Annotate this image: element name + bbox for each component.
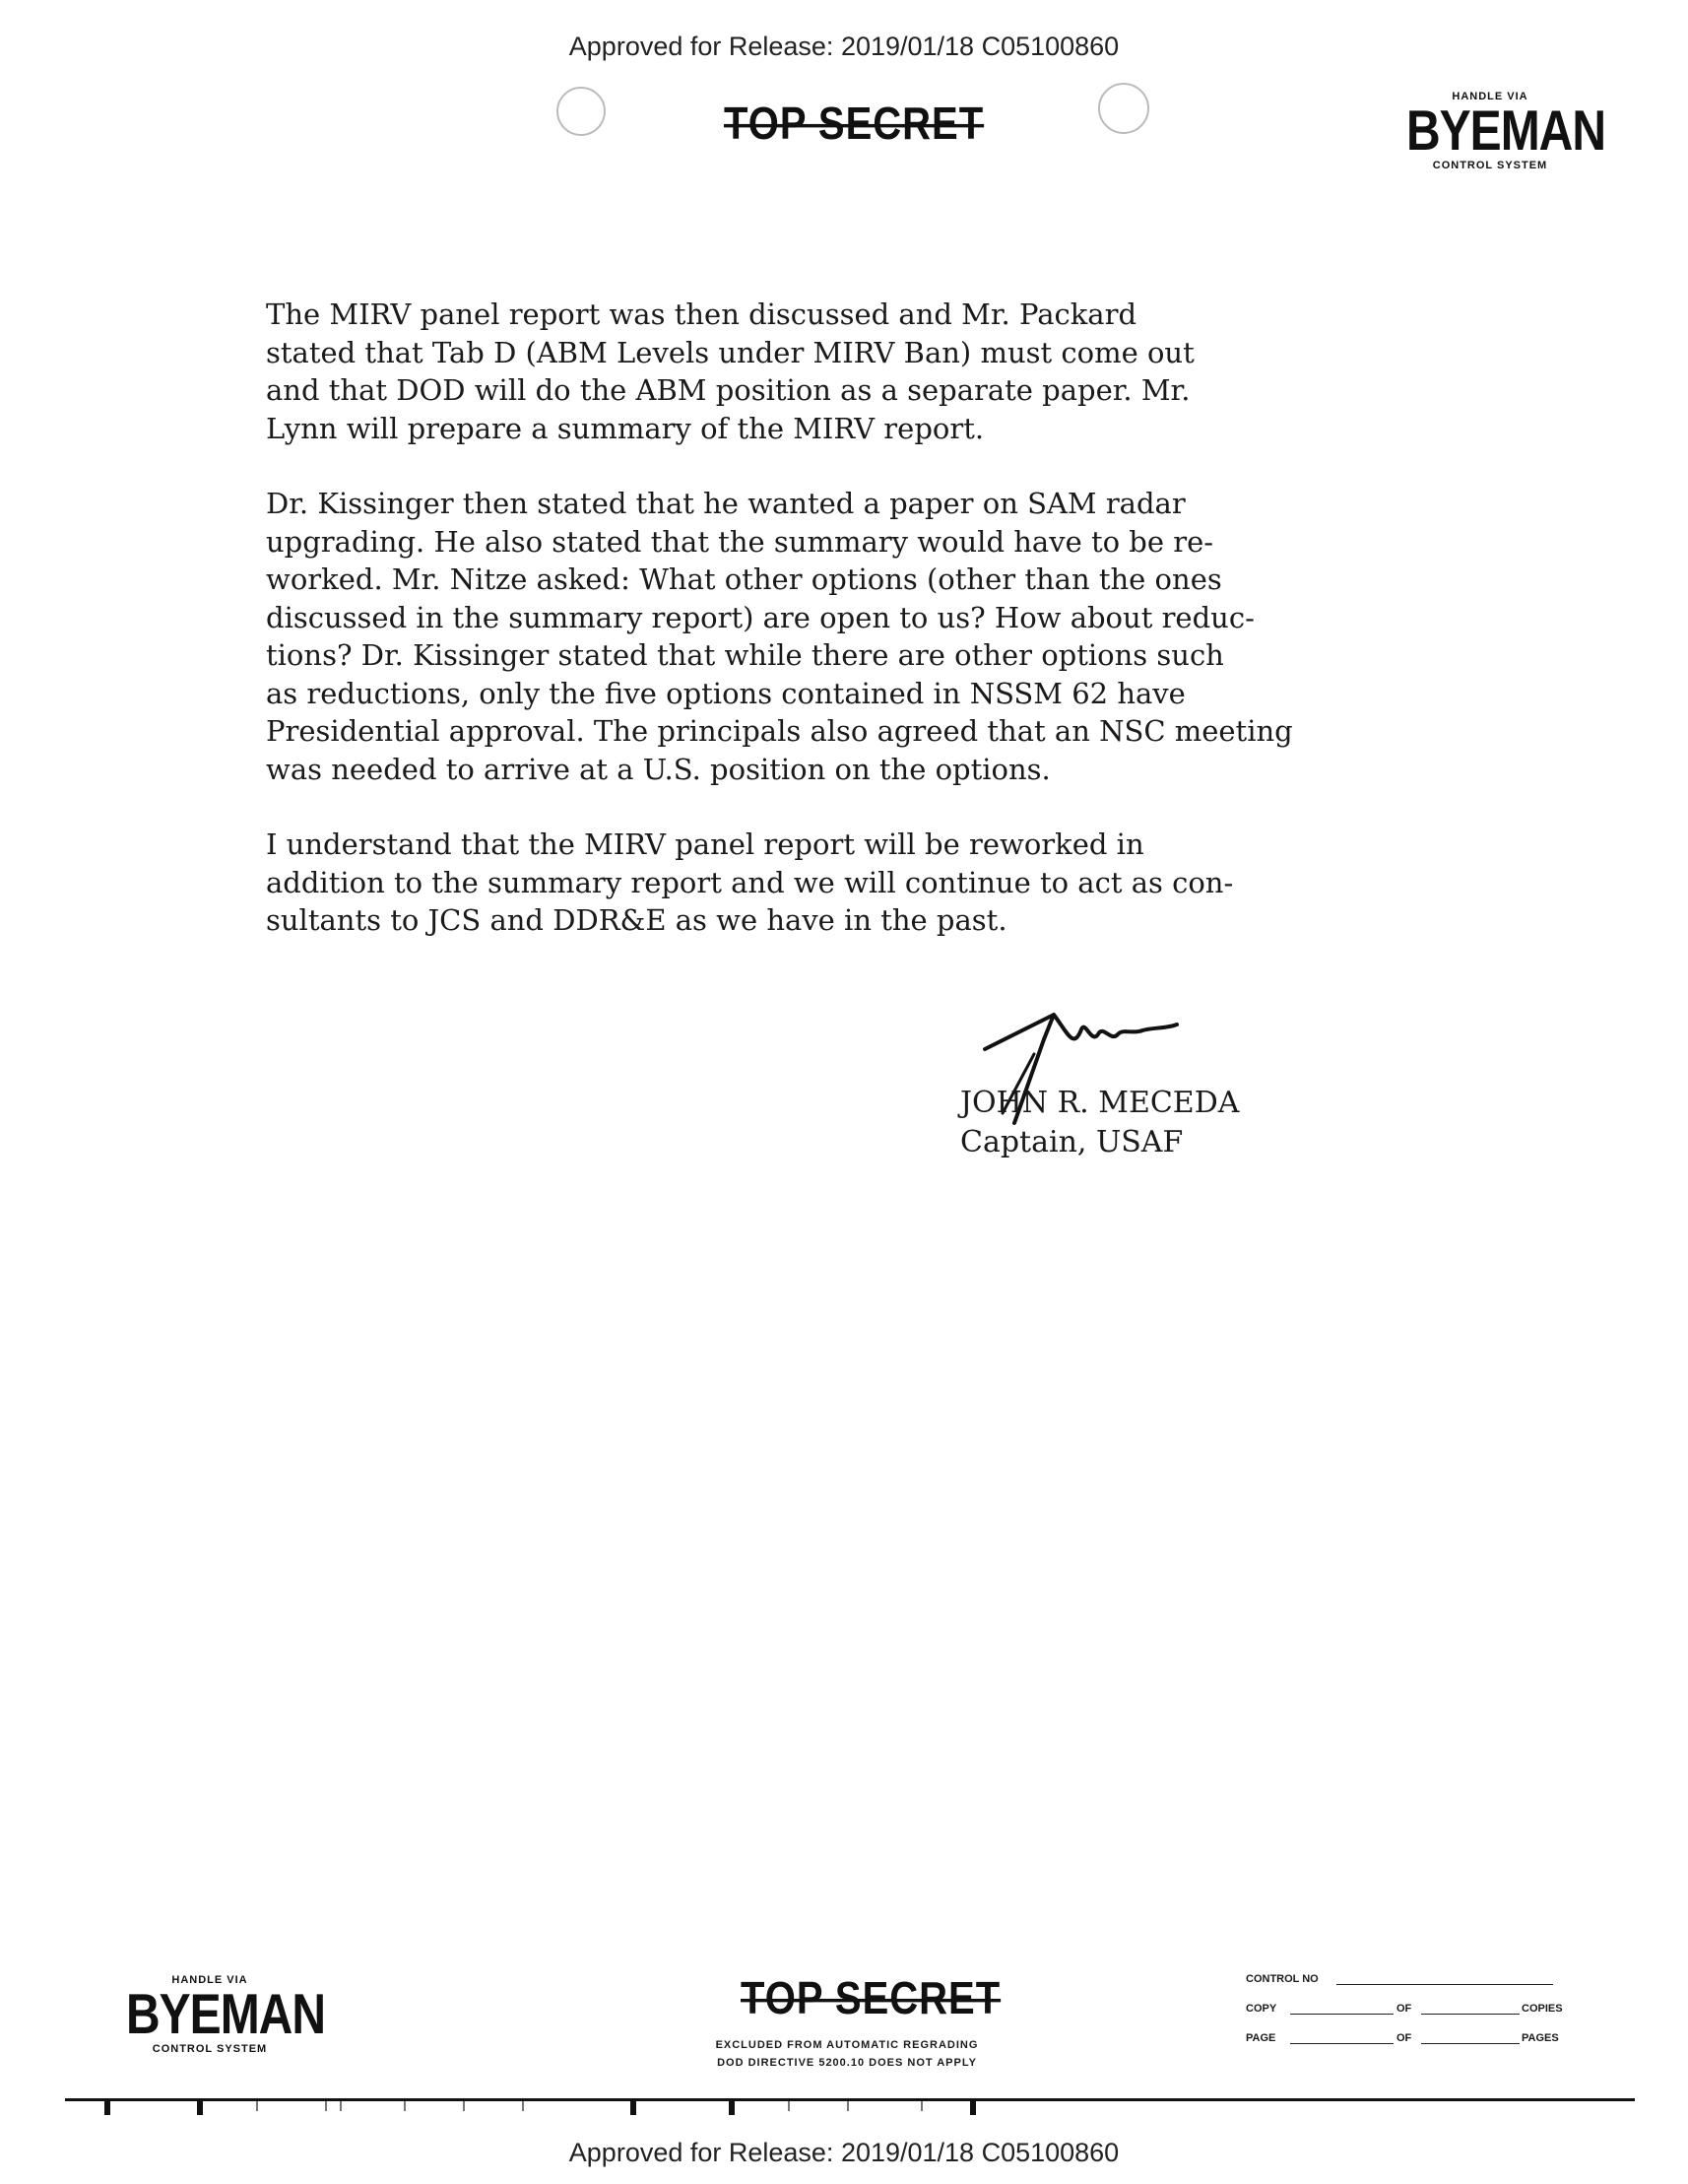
rule-tick: [404, 2101, 406, 2111]
control-system-label: CONTROL SYSTEM: [1432, 160, 1548, 171]
page-label: PAGE: [1246, 2032, 1276, 2044]
rule-tick: [847, 2101, 849, 2111]
copies-label: COPIES: [1522, 2003, 1563, 2015]
rule-tick: [788, 2101, 790, 2111]
rule-tick: [729, 2101, 735, 2115]
page-of-label: OF: [1396, 2032, 1412, 2044]
byeman-marking-bottom: [126, 1974, 326, 2055]
rule-tick: [630, 2101, 636, 2115]
byeman-label: BYEMAN: [126, 1983, 326, 2047]
rule-tick: [197, 2101, 203, 2115]
control-no-line: [1336, 1984, 1553, 1985]
punch-hole-right: [1098, 83, 1149, 134]
handle-via-label: HANDLE VIA: [1452, 91, 1528, 102]
copies-line: [1421, 2014, 1520, 2015]
rule-tick: [104, 2101, 110, 2115]
byeman-label: BYEMAN: [1406, 99, 1606, 164]
copy-line: [1290, 2014, 1394, 2015]
rule-tick: [340, 2101, 342, 2111]
rule-tick: [970, 2101, 976, 2115]
release-stamp-bottom: Approved for Release: 2019/01/18 C05100860: [568, 2138, 1120, 2167]
classification-bottom: TOP SECRET: [741, 1973, 1002, 2024]
copy-of-label: OF: [1396, 2003, 1412, 2015]
body-paragraph-1: The MIRV panel report was then discussed and Mr. Packard stated that Tab D (ABM Levels under MIRV Ban) must come out and that DOD will do the ABM position as a separate paper. Mr. Lynn will prepare a summary of the MIRV report.: [266, 298, 1195, 445]
signer-title: Captain, USAF: [960, 1125, 1184, 1159]
handle-via-label: HANDLE VIA: [171, 1974, 248, 1986]
bottom-rule: [65, 2098, 1635, 2101]
exclusion-line-1: EXCLUDED FROM AUTOMATIC REGRADING: [715, 2039, 979, 2051]
release-stamp-top: Approved for Release: 2019/01/18 C05100860: [568, 32, 1120, 61]
regrading-exclusion: [650, 2036, 1044, 2072]
memo-body: [266, 296, 1477, 977]
punch-hole-left: [556, 87, 606, 136]
control-block: [1246, 1973, 1561, 2062]
exclusion-line-2: DOD DIRECTIVE 5200.10 DOES NOT APPLY: [717, 2057, 977, 2069]
pages-label: PAGES: [1522, 2032, 1559, 2044]
control-system-label: CONTROL SYSTEM: [152, 2043, 268, 2055]
control-no-label: CONTROL NO: [1246, 1973, 1319, 1985]
page-line: [1290, 2043, 1394, 2044]
rule-tick: [325, 2101, 327, 2111]
rule-tick: [522, 2101, 524, 2111]
signer-name: JOHN R. MECEDA: [960, 1086, 1240, 1120]
body-paragraph-2: Dr. Kissinger then stated that he wanted a paper on SAM radar upgrading. He also stated that the summary would have to be re- worked. Mr. Nitze asked: What other options (other than the ones discussed in the summary report) are open to us? How about reduc- tions? Dr. Kissinger stated that while there are other options such as reductions, only the five options contained in NSSM 62 have Presidential approval. The principals also agreed that an NSC meeting was needed to arrive at a U.S. position on the options.: [266, 487, 1293, 786]
pages-line: [1421, 2043, 1520, 2044]
rule-tick: [921, 2101, 923, 2111]
classification-top: TOP SECRET: [724, 99, 985, 150]
signature-block: [960, 1084, 1239, 1162]
rule-tick: [463, 2101, 465, 2111]
body-paragraph-3: I understand that the MIRV panel report will be reworked in addition to the summary report and we will continue to act as con- sultants to JCS and DDR&E as we have in the past.: [266, 827, 1234, 937]
rule-tick: [256, 2101, 258, 2111]
byeman-marking-top: [1406, 91, 1606, 171]
copy-label: COPY: [1246, 2003, 1277, 2015]
